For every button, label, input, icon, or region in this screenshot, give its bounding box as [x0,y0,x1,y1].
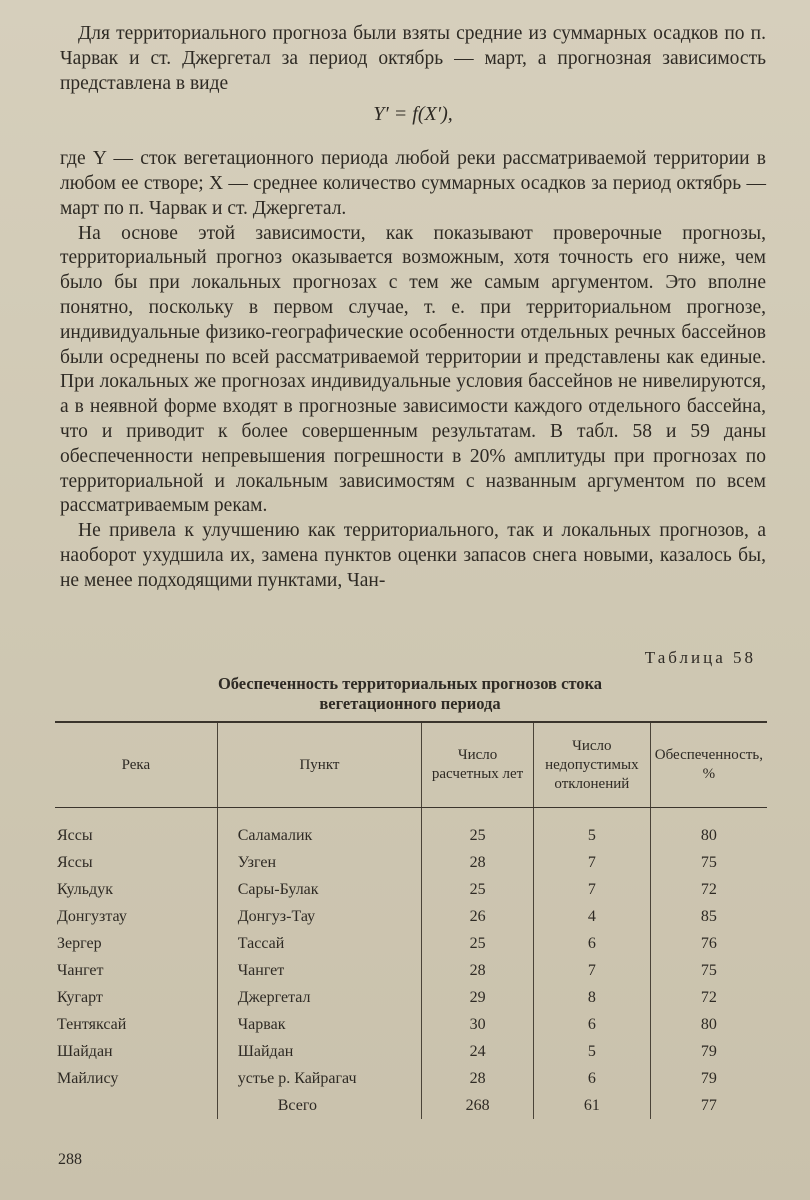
cell-river: Донгузтау [57,907,127,925]
page-number: 288 [58,1151,82,1168]
header-point: Пункт [217,722,421,808]
table-total-row [55,1092,767,1119]
cell-river: Чангет [57,961,104,979]
cell-security: 75 [650,957,767,984]
table-row [55,1011,767,1038]
table-row [55,903,767,930]
cell-security: 85 [650,903,767,930]
header-security: Обеспеченность, % [650,722,767,808]
cell-deviations: 8 [533,984,650,1011]
cell-deviations: 6 [533,1065,650,1092]
cell-deviations: 6 [533,930,650,957]
paragraph-2: где Y — сток вегетационного периода любой реки рассматриваемой территории в любом ее створе; X — среднее количество суммарных осадков за период октябрь — март по п. Чарвак и ст. Джергетал. [60,148,766,219]
table-row [55,808,767,850]
total-label: Всего [217,1092,421,1119]
cell-point: устье р. Кайрагач [217,1065,421,1092]
cell-years: 26 [422,903,534,930]
cell-years: 24 [422,1038,534,1065]
total-years: 268 [422,1092,534,1119]
table-row [55,957,767,984]
cell-deviations: 5 [533,1038,650,1065]
cell-river: Шайдан [57,1042,113,1060]
cell-point: Сары-Булак [217,876,421,903]
paragraph-1: Для территориального прогноза были взяты средние из суммарных осадков по п. Чарвак и ст. Джергетал за период октябрь — март, а прогнозная зависимость представлена в виде [60,23,766,94]
cell-deviations: 6 [533,1011,650,1038]
formula: Y′ = f(X′), [373,103,453,126]
total-security: 77 [650,1092,767,1119]
data-table [55,721,767,1119]
header-deviations: Число недопустимых отклонений [533,722,650,808]
cell-years: 28 [422,1065,534,1092]
cell-point: Джергетал [217,984,421,1011]
cell-point: Чарвак [217,1011,421,1038]
cell-years: 29 [422,984,534,1011]
cell-point: Шайдан [217,1038,421,1065]
cell-point: Тассай [217,930,421,957]
cell-years: 30 [422,1011,534,1038]
cell-years: 28 [422,849,534,876]
cell-deviations: 7 [533,876,650,903]
cell-security: 72 [650,984,767,1011]
cell-years: 25 [422,808,534,850]
cell-security: 76 [650,930,767,957]
cell-security: 80 [650,1011,767,1038]
cell-river: Кугарт [57,988,103,1006]
table-row [55,849,767,876]
cell-river: Зергер [57,934,102,952]
paragraph-3: На основе этой зависимости, как показывают проверочные прогнозы, территориальный прогноз оказывается возможным, хотя точность его ниже, чем было бы при локальных прогнозах с тем же самым аргументом. Это вполне понятно, поскольку в первом случае, т. е. при территориальном прогнозе, индивидуальные физико-географические особенности отдельных речных бассейнов были осреднены по всей рассматриваемой территории и представлены как единые. При локальных же прогнозах индивидуальные условия бассейнов не нивелируются, а в неявной форме входят в прогнозные зависимости каждого отдельного бассейна, что и приводит к более совершенным результатам. В табл. 58 и 59 даны обеспеченности непревышения погрешности в 20% амплитуды при прогнозах по территориальной и локальным зависимостям с названным аргументом по всем рассматриваемым рекам. [60,222,766,517]
cell-point: Саламалик [217,808,421,850]
table-row [55,1065,767,1092]
cell-deviations: 5 [533,808,650,850]
cell-deviations: 7 [533,849,650,876]
cell-point: Донгуз-Тау [217,903,421,930]
cell-deviations: 4 [533,903,650,930]
cell-river: Яссы [57,853,93,871]
table-row [55,984,767,1011]
cell-empty [55,1092,217,1119]
header-years: Число расчетных лет [422,722,534,808]
cell-river: Яссы [57,826,93,844]
cell-security: 79 [650,1038,767,1065]
total-deviations: 61 [533,1092,650,1119]
cell-security: 79 [650,1065,767,1092]
cell-river: Майлису [57,1069,119,1087]
cell-deviations: 7 [533,957,650,984]
cell-security: 80 [650,808,767,850]
table-title-line-1: Обеспеченность территориальных прогнозов стока [217,674,603,693]
cell-years: 28 [422,957,534,984]
cell-river: Тентяксай [57,1015,127,1033]
table-label: Таблица 58 [644,648,756,667]
cell-years: 25 [422,930,534,957]
cell-point: Чангет [217,957,421,984]
cell-point: Узген [217,849,421,876]
table-row [55,1038,767,1065]
table-row [55,876,767,903]
header-river: Река [55,722,217,808]
cell-security: 75 [650,849,767,876]
cell-security: 72 [650,876,767,903]
table-title-line-2: вегетационного периода [319,694,501,713]
table-header-row [55,722,767,808]
body-text [60,22,766,594]
paragraph-4: Не привела к улучшению как территориального, так и локальных прогнозов, а наоборот ухудшила их, замена пунктов оценки запасов снега новыми, казалось бы, не менее подходящими пунктами, Чан- [60,520,766,591]
table-title [150,674,670,714]
cell-years: 25 [422,876,534,903]
cell-river: Кульдук [57,880,113,898]
table-row [55,930,767,957]
